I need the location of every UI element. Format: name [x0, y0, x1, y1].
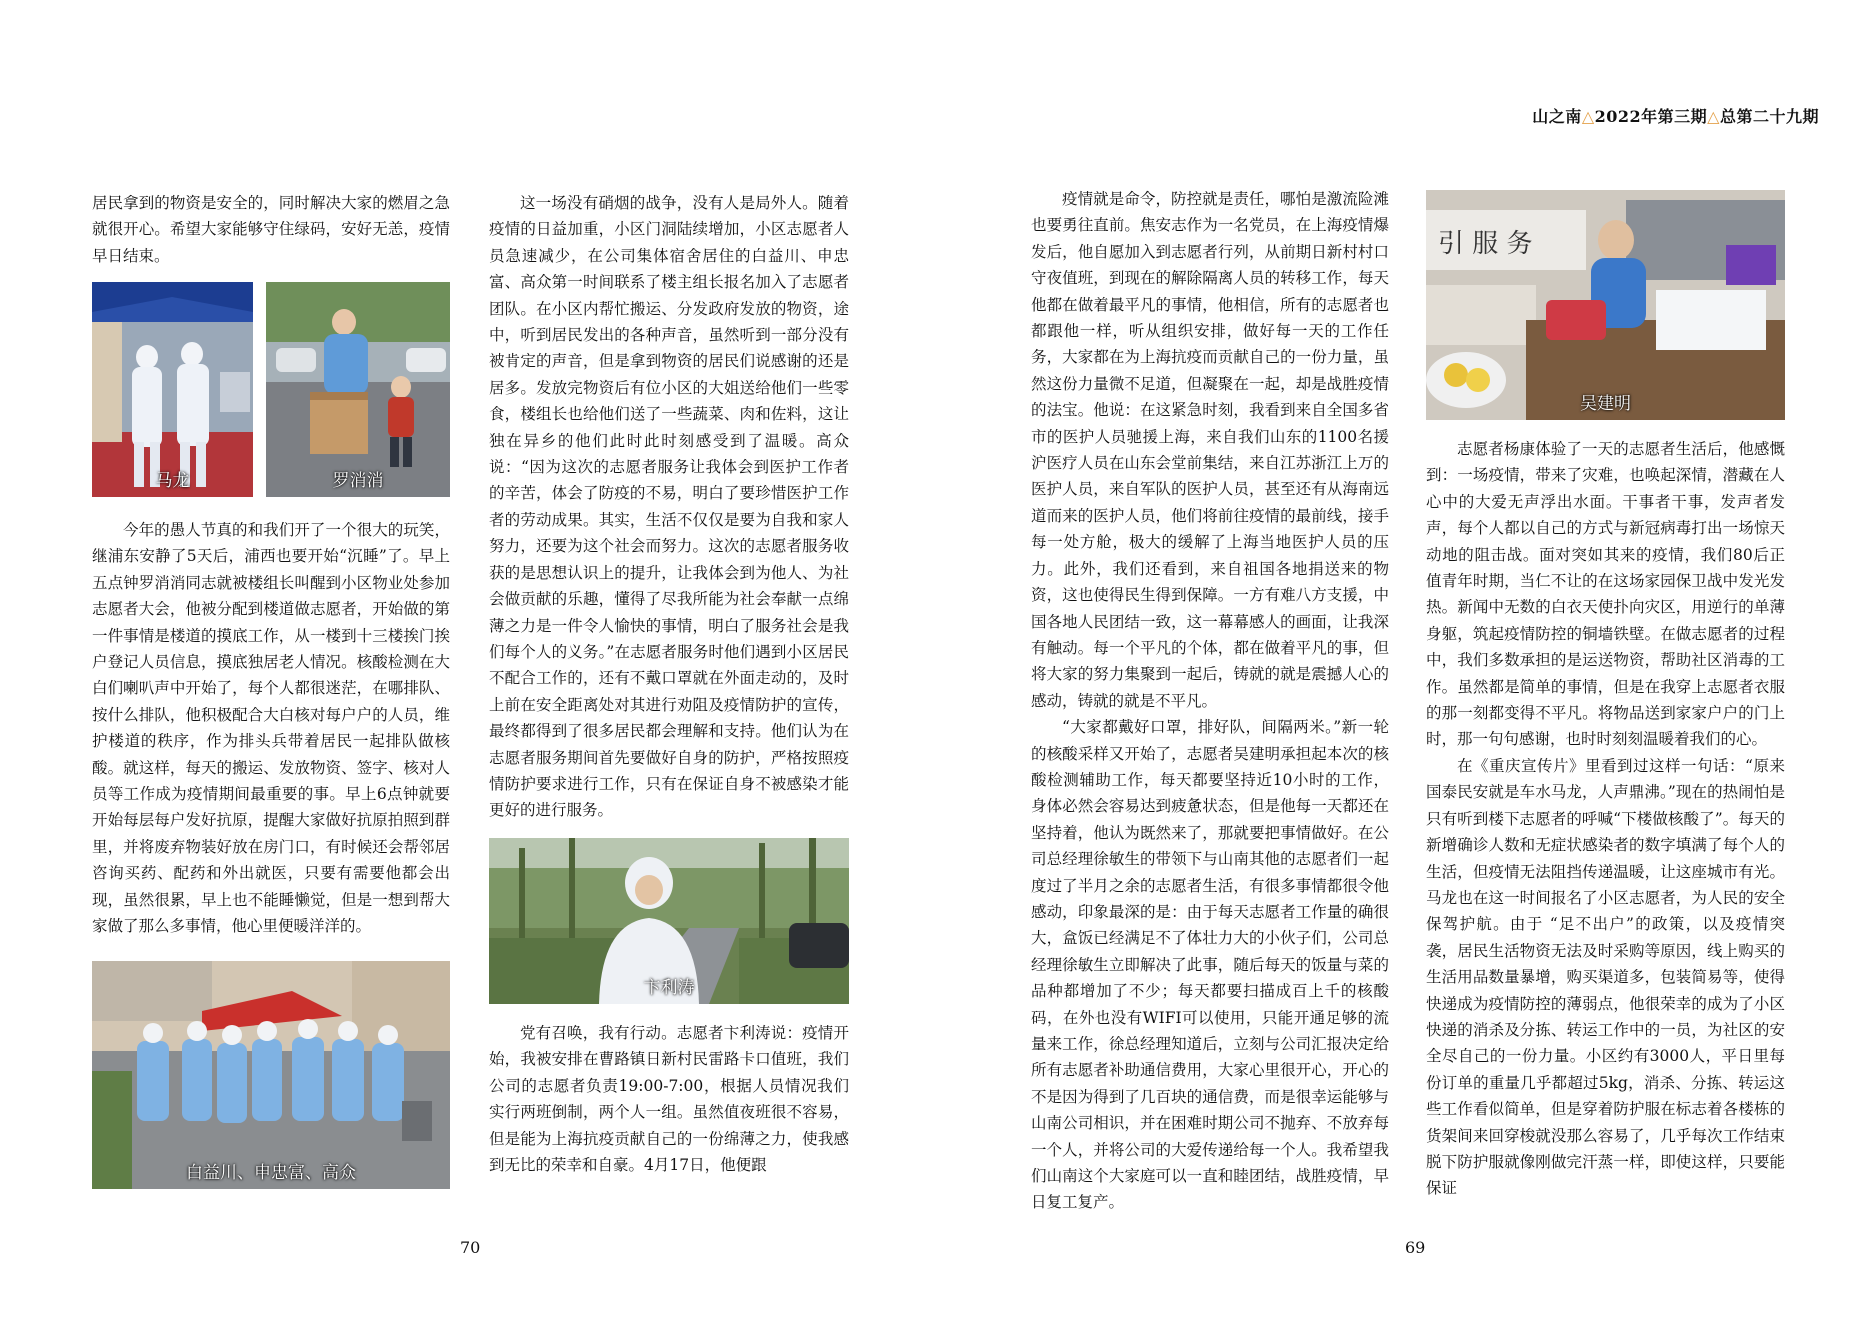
left-col1-top: [92, 190, 450, 269]
header-separator-1: △: [1581, 107, 1595, 126]
page-number-right: 69: [1405, 1238, 1426, 1257]
left-page: [0, 0, 935, 1323]
left-col1-body: [92, 517, 450, 940]
caption-wujianming: 吴建明: [1580, 394, 1631, 414]
photo-wujianming-image: [1426, 190, 1785, 420]
paragraph-bianlitao: 党有召唤，我有行动。志愿者卞利涛说：疫情开始，我被安排在曹路镇日新村民雷路卡口值班，我们公司的志愿者负责19:00-7:00，根据人员情况我们实行两班倒制，两个人一组。虽然值夜班很不容易，但是能为上海抗疫贡献自己的一份绵薄之力，使我感到无比的荣幸和自豪。4月17日，他便跟: [489, 1024, 849, 1175]
left-col2-bottom: [489, 1020, 849, 1178]
header-issue: 2022年第三期: [1594, 107, 1708, 126]
photo-malong-image: [92, 282, 253, 497]
paragraph-wujianming: “大家都戴好口罩，排好队，间隔两米。”新一轮的核酸采样又开始了，志愿者吴建明承担起本次的核酸检测辅助工作，每天都要坚持近10小时的工作，身体必然会容易达到疲惫状态，但是他每一天都还在坚持着，他认为既然来了，那就要把事情做好。在公司总经理徐敏生的带领下与山南其他的志愿者们一起度过了半月之余的志愿者生活，有很多事情都很令他感动，印象最深的是：由于每天志愿者工作量的确很大，盒饭已经满足不了体壮力大的小伙子们，公司总经理徐敏生立即解决了此事，随后每天的饭量与菜的品种都增加了不少；每天都要扫描成百上千的核酸码，在外也没有WIFI可以使用，只能开通足够的流量来工作，徐总经理知道后，立刻与公司汇报决定给所有志愿者补助通信费用，大家心里很开心，开心的不是因为得到了几百块的通信费，而是很幸运能够与山南公司相识，并在困难时期公司不抛弃、不放弃每一个人，并将公司的大爱传递给每一个人。我希望我们山南这个大家庭可以一直和睦团结，战胜疫情，早日复工复产。: [1031, 718, 1389, 1212]
paragraph-jiaoanzhi: 疫情就是命令，防控就是责任，哪怕是激流险滩也要勇往直前。焦安志作为一名党员，在上海疫情爆发后，他自愿加入到志愿者行列，从前期日新村村口守夜值班，到现在的解除隔离人员的转移工作，每天他都在做着最平凡的事情，他相信，所有的志愿者也都跟他一样，听从组织安排，做好每一天的工作任务，大家都在为上海抗疫而贡献自己的一份力量，虽然这份力量微不足道，但凝聚在一起，却是战胜疫情的法宝。他说：在这紧急时刻，我看到来自全国多省市的医护人员驰援上海，来自我们山东的1100名援沪医疗人员在山东会堂前集结，来自江苏浙江上万的医护人员，来自军队的医护人员，甚至还有从海南远道而来的医护人员，他们将前往疫情的最前线，接手每一处方舱，极大的缓解了上海当地医护人员的压力。此外，我们还看到，来自祖国各地捐送来的物资，这也使得民生得到保障。一方有难八方支援，中国各地人民团结一致，这一幕幕感人的画面，让我深有触动。每一个平凡的个体，都在做着平凡的事，但将大家的努力集聚到一起后，铸就的就是震撼人心的感动，铸就的就是不平凡。: [1031, 190, 1389, 710]
running-header: [1532, 104, 1819, 127]
sign-text: 引 服 务: [1438, 229, 1533, 259]
photo-group-image: [92, 961, 450, 1189]
caption-group: 白益川、申忠富、高众: [186, 1163, 356, 1183]
paragraph-malong: 在《重庆宣传片》里看到过这样一句话：“原来国泰民安就是车水马龙，人声鼎沸。”现在的热闹怕是只有听到楼下志愿者的呼喊“下楼做核酸了”。每天的新增确诊人数和无症状感染者的数字填满了每个人的生活，但疫情无法阻挡传递温暖，让这座城市有光。马龙也在这一时间报名了小区志愿者，为人民的安全保驾护航。由于 “足不出户”的政策，以及疫情突袭，居民生活物资无法及时采购等原因，线上购买的生活用品数量暴增，购买渠道多，包装简易等，使得快递成为疫情防控的薄弱点，他很荣幸的成为了小区快递的消杀及分拣、转运工作中的一员，为社区的安全尽自己的一份力量。小区约有3000人，平日里每份订单的重量几乎都超过5kg，消杀、分拣、转运这些工作看似简单，但是穿着防护服在标志着各楼栋的货架间来回穿梭就没那么容易了，几乎每次工作结束脱下防护服就像刚做完汗蒸一样，即使这样，只要能保证: [1426, 756, 1785, 1198]
caption-luoxiaoxiao: 罗消消: [332, 471, 384, 491]
right-page: [935, 0, 1871, 1323]
photo-group: [92, 961, 450, 1189]
photo-luoxiaoxiao-image: [266, 282, 450, 497]
right-col1: [1031, 186, 1389, 1216]
right-col2: [1426, 436, 1785, 1202]
paragraph-volunteer-group: 这一场没有硝烟的战争，没有人是局外人。随着疫情的日益加重，小区门洞陆续增加，小区志愿者人员急速减少，在公司集体宿舍居住的白益川、申忠富、高众第一时间联系了楼主组长报名加入了志愿者团队。在小区内帮忙搬运、分发政府发放的物资，途中，听到居民发出的各种声音，虽然听到一部分没有被肯定的声音，但是拿到物资的居民们说感谢的还是居多。发放完物资后有位小区的大姐送给他们一些零食，楼组长也给他们送了一些蔬菜、肉和佐料，这让独在异乡的他们此时此时刻感受到了温暖。高众说：“因为这次的志愿者服务让我体会到医护工作者的辛苦，体会了防疫的不易，明白了要珍惜医护工作者的劳动成果。其实，生活不仅仅是要为自我和家人努力，还要为这个社会而努力。这次的志愿者服务收获的是思想认识上的提升，让我体会到为他人、为社会做贡献的乐趣，懂得了尽我所能为社会奉献一点绵薄之力是一件令人愉快的事情，明白了服务社会是我们每个人的义务。”在志愿者服务时他们遇到小区居民不配合工作的，还有不戴口罩就在外面走动的，及时上前在安全距离处对其进行劝阻及疫情防护的宣传，最终都得到了很多居民都会理解和支持。他们认为在志愿者服务期间首先要做好自身的防护，严格按照疫情防护要求进行工作，只有在保证自身不被感染才能更好的进行服务。: [489, 194, 849, 820]
caption-malong: 马龙: [155, 471, 190, 491]
photo-bianlitao: [489, 838, 849, 1004]
intro-paragraph: 居民拿到的物资是安全的，同时解决大家的燃眉之急就很开心。希望大家能够守住绿码，安好无恙，疫情早日结束。: [92, 194, 450, 265]
caption-bianlitao: 卞利涛: [643, 978, 695, 998]
paragraph-yangkang: 志愿者杨康体验了一天的志愿者生活后，他感慨到：一场疫情，带来了灾难，也唤起深情，潜藏在人心中的大爱无声浮出水面。干事者干事，发声者发声，每个人都以自己的方式与新冠病毒打出一场惊天动地的阻击战。面对突如其来的疫情，我们80后正值青年时期，当仁不让的在这场家园保卫战中发光发热。新闻中无数的白衣天使扑向灾区，用逆行的单薄身躯，筑起疫情防控的铜墙铁壁。在做志愿者的过程中，我们多数承担的是运送物资，帮助社区消毒的工作。虽然都是简单的事情，但是在我穿上志愿者衣服的那一刻都变得不平凡。将物品送到家家户户的门上时，那一句句感谢，也时时刻刻温暖着我们的心。: [1426, 440, 1785, 749]
left-col2-top: [489, 190, 849, 824]
header-separator-2: △: [1707, 107, 1720, 126]
photo-malong: [92, 282, 253, 497]
header-total: 总第二十九期: [1719, 107, 1819, 126]
header-magazine: 山之南: [1532, 107, 1582, 126]
photo-wujianming: [1426, 190, 1785, 420]
photo-luoxiaoxiao: [266, 282, 450, 497]
page-number-left: 70: [460, 1238, 481, 1257]
paragraph-luoxiaoxiao: 今年的愚人节真的和我们开了一个很大的玩笑，继浦东安静了5天后，浦西也要开始“沉睡”了。早上五点钟罗消消同志就被楼组长叫醒到小区物业处参加志愿者大会，他被分配到楼道做志愿者，开始做的第一件事情是楼道的摸底工作，从一楼到十三楼挨门挨户登记人员信息，摸底独居老人情况。核酸检测在大白们喇叭声中开始了，每个人都很迷茫，在哪排队、按什么排队，他积极配合大白核对每户户的人员，维护楼道的秩序，作为排头兵带着居民一起排队做核酸。就这样，每天的搬运、发放物资、签字、核对人员等工作成为疫情期间最重要的事。早上6点钟就要开始每层每户发好抗原，提醒大家做好抗原拍照到群里，并将废弃物装好放在房门口，有时候还会帮邻居咨询买药、配药和外出就医，只要有需要他都会出现，虽然很累，早上也不能睡懒觉，但是一想到帮大家做了那么多事情，他心里便暖洋洋的。: [92, 521, 450, 936]
